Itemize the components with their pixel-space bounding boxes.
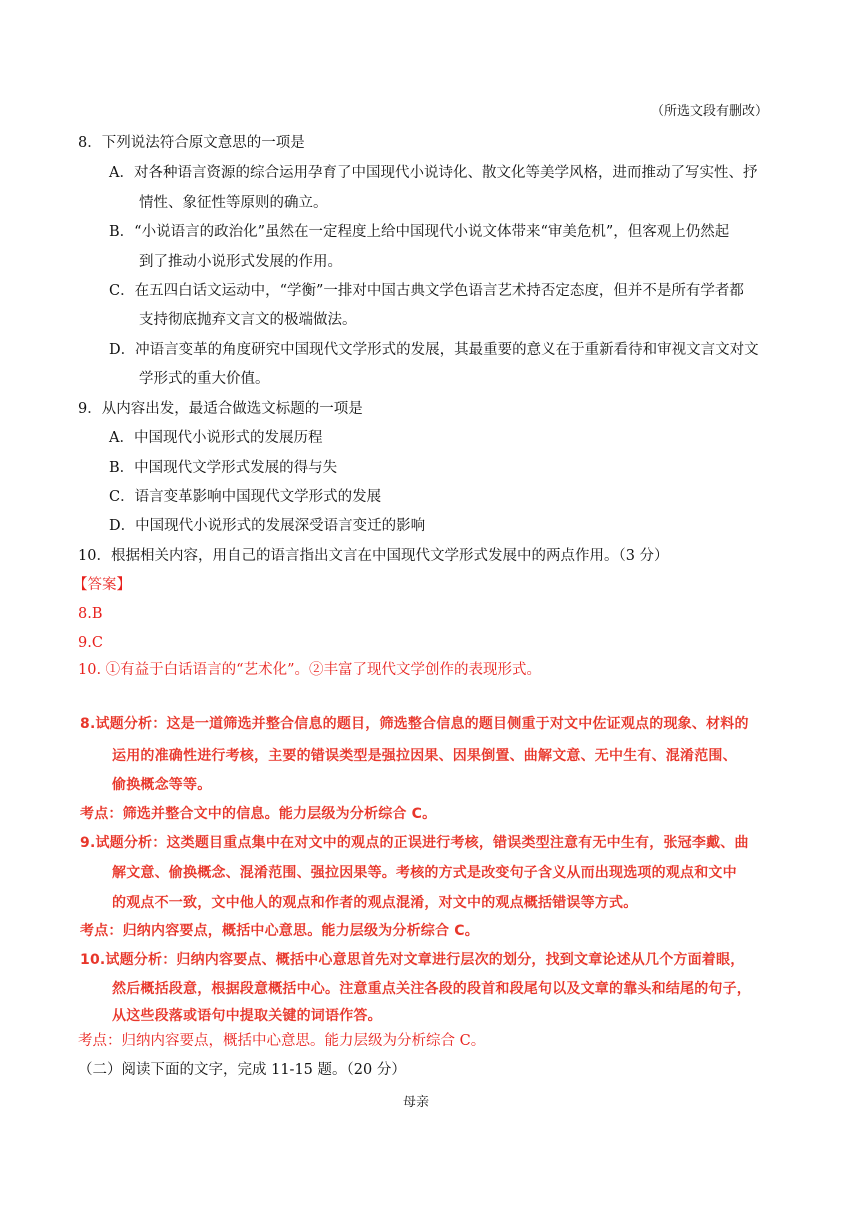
question-8-option-b-line1: B．“小说语言的政治化”虽然在一定程度上给中国现代小说文体带来“审美危机”，但客观上仍然起 <box>109 224 730 240</box>
analysis-10-line2: 然后概括段意，根据段意概括中心。注意重点关注各段的段首和段尾句以及文章的靠头和结尾的句子， <box>112 981 751 997</box>
question-9-option-a: A．中国现代小说形式的发展历程 <box>109 430 323 446</box>
section-2-title: 母亲 <box>403 1095 430 1110</box>
section-2-intro: （二）阅读下面的文字，完成 11-15 题。（20 分） <box>78 1062 406 1078</box>
analysis-10-kaodian: 考点：归纳内容要点，概括中心意思。能力层级为分析综合 C。 <box>78 1033 486 1049</box>
question-8-option-b-line2: 到了推动小说形式发展的作用。 <box>139 254 342 270</box>
analysis-8-line3: 偷换概念等等。 <box>112 777 212 793</box>
answer-8: 8.B <box>78 606 103 622</box>
answer-heading: 【答案】 <box>73 577 131 593</box>
answer-10: 10. ①有益于白话语言的“艺术化”。②丰富了现代文学创作的表现形式。 <box>78 662 541 678</box>
analysis-8-kaodian: 考点：筛选并整合文中的信息。能力层级为分析综合 C。 <box>80 806 437 822</box>
question-8-option-d-line2: 学形式的重大价值。 <box>139 371 270 387</box>
analysis-9-line2: 解文意、偷换概念、混淆范围、强拉因果等。考核的方式是改变句子含义从而出现选项的观点和文中 <box>112 865 737 881</box>
question-8-option-c-line1: C．在五四白话文运动中，“学衡”一排对中国古典文学色语言艺术持否定态度，但并不是所有学者都 <box>109 283 744 299</box>
question-8-option-c-line2: 支持彻底抛弃文言文的极端做法。 <box>139 312 357 328</box>
question-8-option-a-line2: 情性、象征性等原则的确立。 <box>139 195 328 211</box>
question-8-option-a-line1: A．对各种语言资源的综合运用孕育了中国现代小说诗化、散文化等美学风格，进而推动了写实性、抒 <box>109 165 758 181</box>
analysis-10-line1: 10.试题分析：归纳内容要点、概括中心意思首先对文章进行层次的划分，找到文章论述从几个方面着眼， <box>80 952 745 968</box>
analysis-10-line3: 从这些段落或语句中提取关键的词语作答。 <box>112 1008 382 1024</box>
question-9-option-d: D．中国现代小说形式的发展深受语言变迁的影响 <box>109 518 426 534</box>
analysis-9-line1: 9.试题分析：这类题目重点集中在对文中的观点的正误进行考核，错误类型注意有无中生有，张冠李戴、曲 <box>80 835 749 851</box>
question-8-option-d-line1: D．冲语言变革的角度研究中国现代文学形式的发展，其最重要的意义在于重新看待和审视文言文对文 <box>109 342 759 358</box>
source-note: （所选文段有删改） <box>651 104 769 119</box>
analysis-9-kaodian: 考点：归纳内容要点，概括中心意思。能力层级为分析综合 C。 <box>80 923 479 939</box>
analysis-8-line2: 运用的准确性进行考核，主要的错误类型是强拉因果、因果倒置、曲解文意、无中生有、混淆范围、 <box>112 748 737 764</box>
question-9-stem: 9．从内容出发，最适合做选文标题的一项是 <box>78 401 363 417</box>
analysis-9-line3: 的观点不一致，文中他人的观点和作者的观点混淆，对文中的观点概括错误等方式。 <box>112 895 638 911</box>
answer-9: 9.C <box>78 635 103 651</box>
analysis-8-line1: 8.试题分析：这是一道筛选并整合信息的题目，筛选整合信息的题目侧重于对文中佐证观点的现象、材料的 <box>80 716 749 732</box>
question-10-stem: 10．根据相关内容，用自己的语言指出文言在中国现代文学形式发展中的两点作用。（3 分） <box>78 548 669 564</box>
question-9-option-b: B．中国现代文学形式发展的得与失 <box>109 460 338 476</box>
question-9-option-c: C．语言变革影响中国现代文学形式的发展 <box>109 489 382 505</box>
question-8-stem: 8．下列说法符合原文意思的一项是 <box>78 135 305 151</box>
